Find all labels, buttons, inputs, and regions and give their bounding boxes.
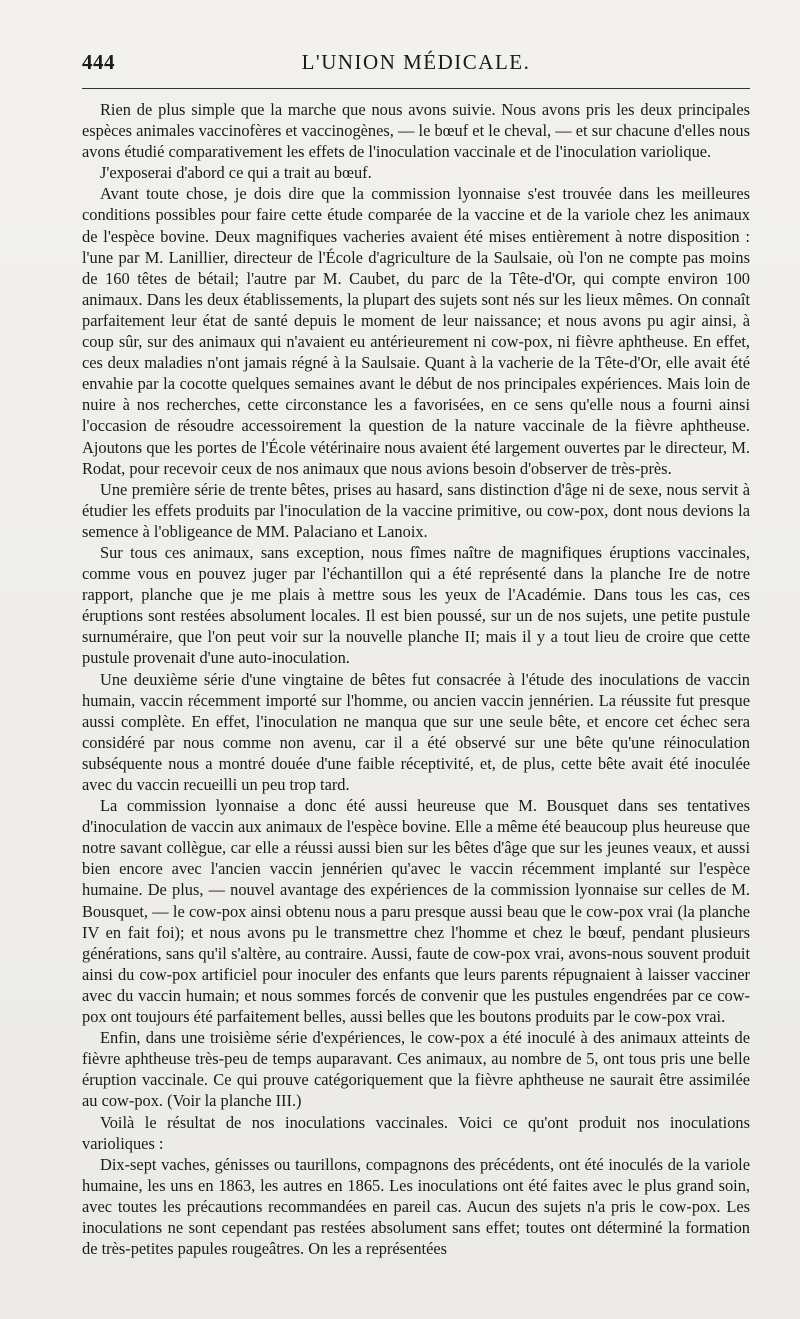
paragraph: Dix-sept vaches, génisses ou taurillons, compagnons des précédents, ont été inoculés de la variole humaine, les uns en 1863, les autres en 1865. Les inoculations ont été faites avec le plus grand soin, avec toutes les précautions recommandées en pareil cas. Aucun des sujets n'a pris le cow-pox. Les inoculations ne sont cependant pas restées absolument sans effet; toutes ont déterminé la formation de très-petites papules rougeâtres. On les a représentées [82, 1154, 750, 1259]
running-title: L'UNION MÉDICALE. [301, 50, 531, 74]
article-body [82, 99, 750, 1259]
paragraph: Rien de plus simple que la marche que nous avons suivie. Nous avons pris les deux principales espèces animales vaccinofères et vaccinogènes, — le bœuf et le cheval, — et sur chacune d'elles nous avons étudié comparativement les effets de l'inoculation vaccinale et de l'inoculation variolique. [82, 100, 750, 162]
paragraph: Enfin, dans une troisième série d'expériences, le cow-pox a été inoculé à des animaux atteints de fièvre aphtheuse très-peu de temps auparavant. Ces animaux, au nombre de 5, ont tous pris une belle éruption vaccinale. Ce qui prouve catégoriquement que la fièvre aphtheuse ne saurait être assimilée au cow-pox. (Voir la planche III.) [82, 1028, 750, 1111]
paragraph: La commission lyonnaise a donc été aussi heureuse que M. Bousquet dans ses tentatives d'inoculation de vaccin aux animaux de l'espèce bovine. Elle a même été beaucoup plus heureuse que notre savant collègue, car elle a réussi aussi bien sur les bêtes d'âge que sur les jeunes veaux, et aussi bien encore avec l'ancien vaccin jennérien qu'avec le vaccin récemment implanté sur l'espèce humaine. De plus, — nouvel avantage des expériences de la commission lyonnaise sur celles de M. Bousquet, — le cow-pox ainsi obtenu nous a paru presque aussi beau que le cow-pox vrai (la planche IV en fait foi); et nous avons pu le transmettre chez l'homme et chez le bœuf, pendant plusieurs générations, sans qu'il s'altère, au contraire. Aussi, faute de cow-pox vrai, avons-nous souvent produit ainsi du cow-pox artificiel pour inoculer des enfants que leurs parents répugnaient à laisser vacciner avec du vaccin humain; et nous sommes forcés de convenir que les pustules engendrées par ce cow-pox ont toujours été parfaitement belles, aussi belles que les boutons produits par le cow-pox vrai. [82, 796, 750, 1027]
page-header [82, 48, 750, 78]
paragraph: Sur tous ces animaux, sans exception, nous fîmes naître de magnifiques éruptions vaccinales, comme vous en pouvez juger par l'échantillon qui a été représenté dans la planche Ire de notre rapport, planche que je me plais à mettre sous les yeux de l'Académie. Dans tous les cas, ces éruptions sont restées absolument locales. Il est bien poussé, sur un de nos sujets, une petite pustule surnuméraire, que l'on peut voir sur la nouvelle planche II; mais il y a tout lieu de croire que cette pustule provenait d'une auto-inoculation. [82, 542, 750, 668]
paragraph: J'exposerai d'abord ce qui a trait au bœuf. [100, 163, 372, 183]
paragraph: Une deuxième série d'une vingtaine de bêtes fut consacrée à l'étude des inoculations de vaccin humain, vaccin récemment importé sur l'homme, ou ancien vaccin jennérien. La réussite fut presque aussi complète. En effet, l'inoculation ne manqua que sur une seule bête, et encore cet échec sera considéré par nous comme non avenu, car il a été observé sur une bête qu'une réinoculation subséquente nous a montré douée d'une faible réceptivité, et, de plus, cette bête avait été inoculée avec du vaccin recueilli un peu trop tard. [82, 669, 750, 794]
paragraph: Une première série de trente bêtes, prises au hasard, sans distinction d'âge ni de sexe, nous servit à étudier les effets produits par l'inoculation de la vaccine primitive, ou cow-pox, dont nous devions la semence à l'obligeance de MM. Palaciano et Lanoix. [82, 479, 750, 541]
header-rule [82, 88, 750, 89]
paragraph: Avant toute chose, je dois dire que la commission lyonnaise s'est trouvée dans les meilleures conditions possibles pour faire cette étude comparée de la vaccine et de la variole chez les animaux de l'espèce bovine. Deux magnifiques vacheries avaient été mises entièrement à notre disposition : l'une par M. Lanillier, directeur de l'École d'agriculture de la Saulsaie, où l'on ne compte pas moins de 160 têtes de bétail; l'autre par M. Caubet, du parc de la Tête-d'Or, qui compte environ 100 animaux. Dans les deux établissements, la plupart des sujets sont nés sur les lieux mêmes. On connaît parfaitement leur état de santé depuis le moment de leur naissance; et nous avons pu agir ainsi, à coup sûr, sur des animaux qui n'avaient eu antérieurement ni cow-pox, ni fièvre aphtheuse. En effet, ces deux maladies n'ont jamais régné à la Saulsaie. Quant à la vacherie de la Tête-d'Or, elle avait été envahie par la cocotte quelques semaines avant le début de nos principales expériences. Mais loin de nuire à nos recherches, cette circonstance les a favorisées, en ce sens qu'elle nous a fourni ainsi l'occasion de résoudre accessoirement la question de la nature vaccinale de la fièvre aphtheuse. Ajoutons que les portes de l'École vétérinaire nous avaient été largement ouvertes par le directeur, M. Rodat, pour recevoir ceux de nos animaux que nous avions besoin d'observer de très-près. [82, 184, 750, 478]
paragraph: Voilà le résultat de nos inoculations vaccinales. Voici ce qu'ont produit nos inoculations varioliques : [82, 1112, 750, 1153]
page-number: 444 [82, 50, 115, 74]
